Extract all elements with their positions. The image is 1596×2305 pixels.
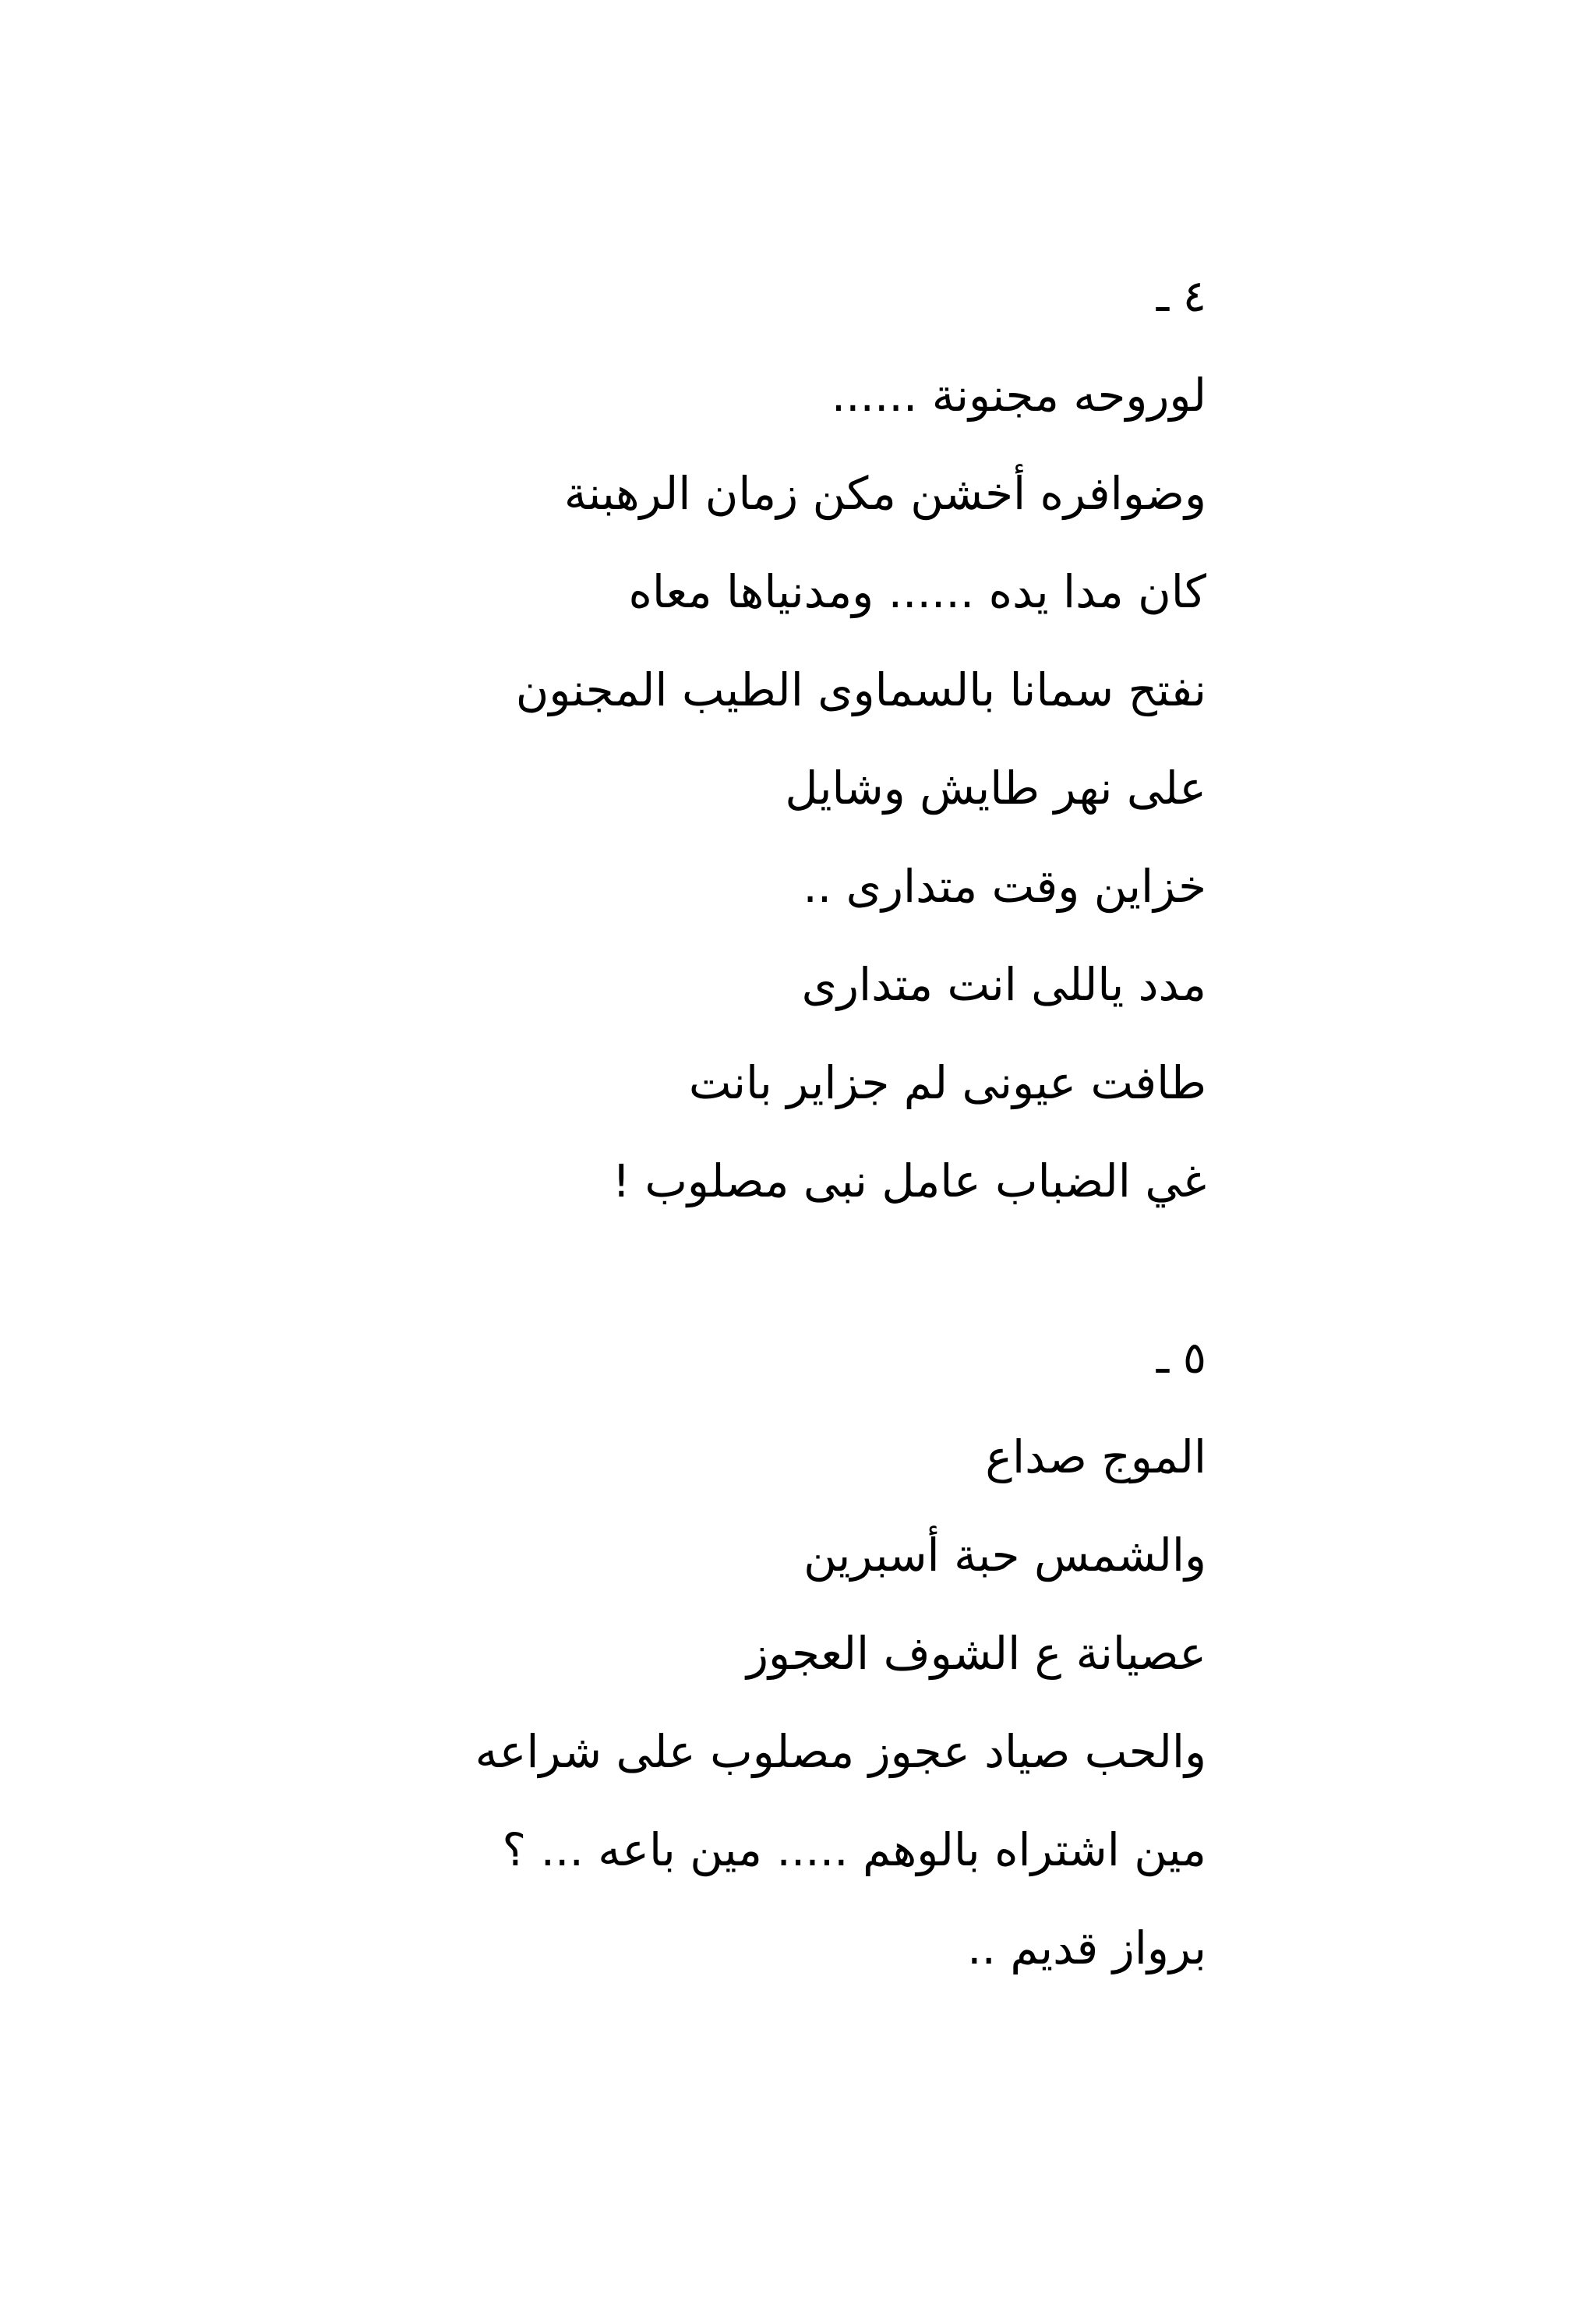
- poem-line: مين اشتراه بالوهم ..... مين باعه ... ؟: [502, 1823, 1206, 1876]
- poem-line: خزاين وقت متدارى ..: [803, 860, 1206, 913]
- poem-line: كان مدا يده ...... ومدنياها معاه: [628, 565, 1206, 618]
- poem-line: الموج صداع: [985, 1430, 1206, 1483]
- poem-line: والحب صياد عجوز مصلوب على شراعه: [475, 1725, 1206, 1778]
- poem-line: غي الضباب عامل نبى مصلوب !: [612, 1154, 1206, 1207]
- poem-section-4: [349, 248, 1206, 1230]
- poem-section-5: [349, 1310, 1206, 1997]
- poem-line: عصيانة ع الشوف العجوز: [746, 1627, 1206, 1680]
- poem-line: وضوافره أخشن مكن زمان الرهبنة: [563, 467, 1206, 520]
- poem-line: برواز قديم ..: [967, 1921, 1206, 1974]
- poem-line: والشمس حبة أسبرين: [803, 1529, 1206, 1582]
- section-number: ٥ ـ: [1156, 1333, 1206, 1384]
- poem-line: مدد ياللى انت متدارى: [801, 958, 1206, 1011]
- section-number: ٤ ـ: [1156, 271, 1206, 322]
- poem-line: نفتح سمانا بالسماوى الطيب المجنون: [515, 663, 1206, 716]
- poem-line: على نهر طايش وشايل: [785, 762, 1206, 815]
- poem-line: طافت عيونى لم جزاير بانت: [688, 1056, 1206, 1109]
- poem-line: لوروحه مجنونة ......: [831, 369, 1206, 422]
